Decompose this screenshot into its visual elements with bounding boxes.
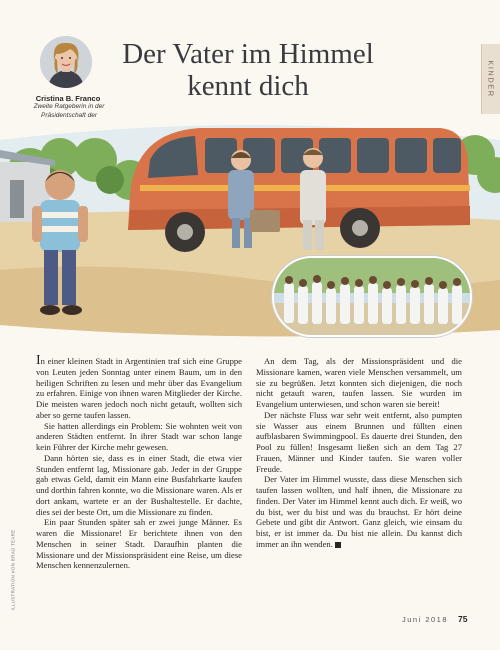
page-number: 75 — [458, 614, 468, 624]
author-portrait — [40, 36, 92, 88]
title-line-2: kennt dich — [187, 70, 309, 102]
paragraph: Der Vater im Himmel wusste, dass diese Menschen sich taufen lassen wollten, und half ihnen, die Missionare zu finden. Der Vater im Himmel kennt auch dich. Er weiß, wo du bist, wer du bist und was du brauchst. Er hört deine Gebete und gibt dir Antwort. Ganz gleich, wie einsam du bist, er ist immer da. Du bist nie allein. Du kannst dich immer an ihn wenden. — [256, 474, 462, 549]
paragraph: An dem Tag, als der Missionspräsident und die Missionare kamen, waren viele Menschen versammelt, um sie zu begrüßen. Jetzt konnten sich diejenigen, die noch nicht getauft waren, taufen lassen. Sie wurden im Evangelium unterwiesen, und schon waren sie bereit! — [256, 356, 462, 409]
baptism-photo — [272, 256, 472, 337]
article-title — [98, 38, 398, 102]
illustration-credit: ILLUSTRATION VON BRAD TEARE — [10, 529, 16, 611]
title-line-1: Der Vater im Himmel — [122, 38, 374, 70]
issue-date: Juni 2018 — [402, 615, 449, 624]
paragraph: Ein paar Stunden später sah er zwei junge Männer. Es waren die Missionare! Er berichtete ihnen von den Menschen in seiner Stadt. Daraufhin planten die Missionare und der Missionspräsident eine Reise, um diese Menschen kennenzulernen. — [36, 517, 242, 571]
paragraph: Sie hatten allerdings ein Problem: Sie wohnten weit von anderen Städten entfernt. In ihrer Stadt war schon lange kein Führer der Kirche mehr gewesen. — [36, 420, 242, 452]
end-mark-icon — [335, 542, 341, 548]
baptism-photo-image — [274, 258, 470, 335]
paragraph: Der nächste Fluss war sehr weit entfernt, also pumpten sie Wasser aus einem Brunnen und füllten einen aufblasbaren Swimmingpool. Es dauerte drei Stunden, den Pool zu füllen! Insgesamt ließen sich an dem Tag 27 Frauen, Männer und Kinder taufen. Sie waren voller Freude. — [256, 409, 462, 474]
paragraph: In einer kleinen Stadt in Argentinien traf sich eine Gruppe von Leuten jeden Sonntag unter einem Baum, um in den heiligen Schriften zu lesen und mehr über das Evangelium zu erfahren. Einige von ihnen waren Mitglieder der Kirche. Die meisten waren jedoch noch nicht getauft, wollten sich aber so gerne taufen lassen. — [36, 353, 242, 420]
section-tab[interactable] — [481, 44, 500, 114]
section-tab-label: KINDER — [486, 60, 496, 98]
author-role: Zweite Ratgeberin in der Präsidentschaft der — [33, 103, 105, 119]
paragraph: Dann hörten sie, dass es in einer Stadt, die etwa vier Stunden entfernt lag, Missionare gab. Jeder in der Gruppe gab etwas Geld, damit ein Mann eine Busfahrkarte kaufen und dorthin fahren konnte, wo die Missionare waren. Als er dort ankam, wartete er an der Bushaltestelle. Er dachte, dies sei der beste Ort, um die Missionare zu finden. — [36, 452, 242, 517]
left-column — [36, 353, 242, 571]
drop-cap: I — [36, 353, 41, 368]
right-column — [256, 356, 462, 550]
author-name: Cristina B. Franco — [35, 94, 101, 103]
author-portrait-image — [40, 36, 92, 88]
